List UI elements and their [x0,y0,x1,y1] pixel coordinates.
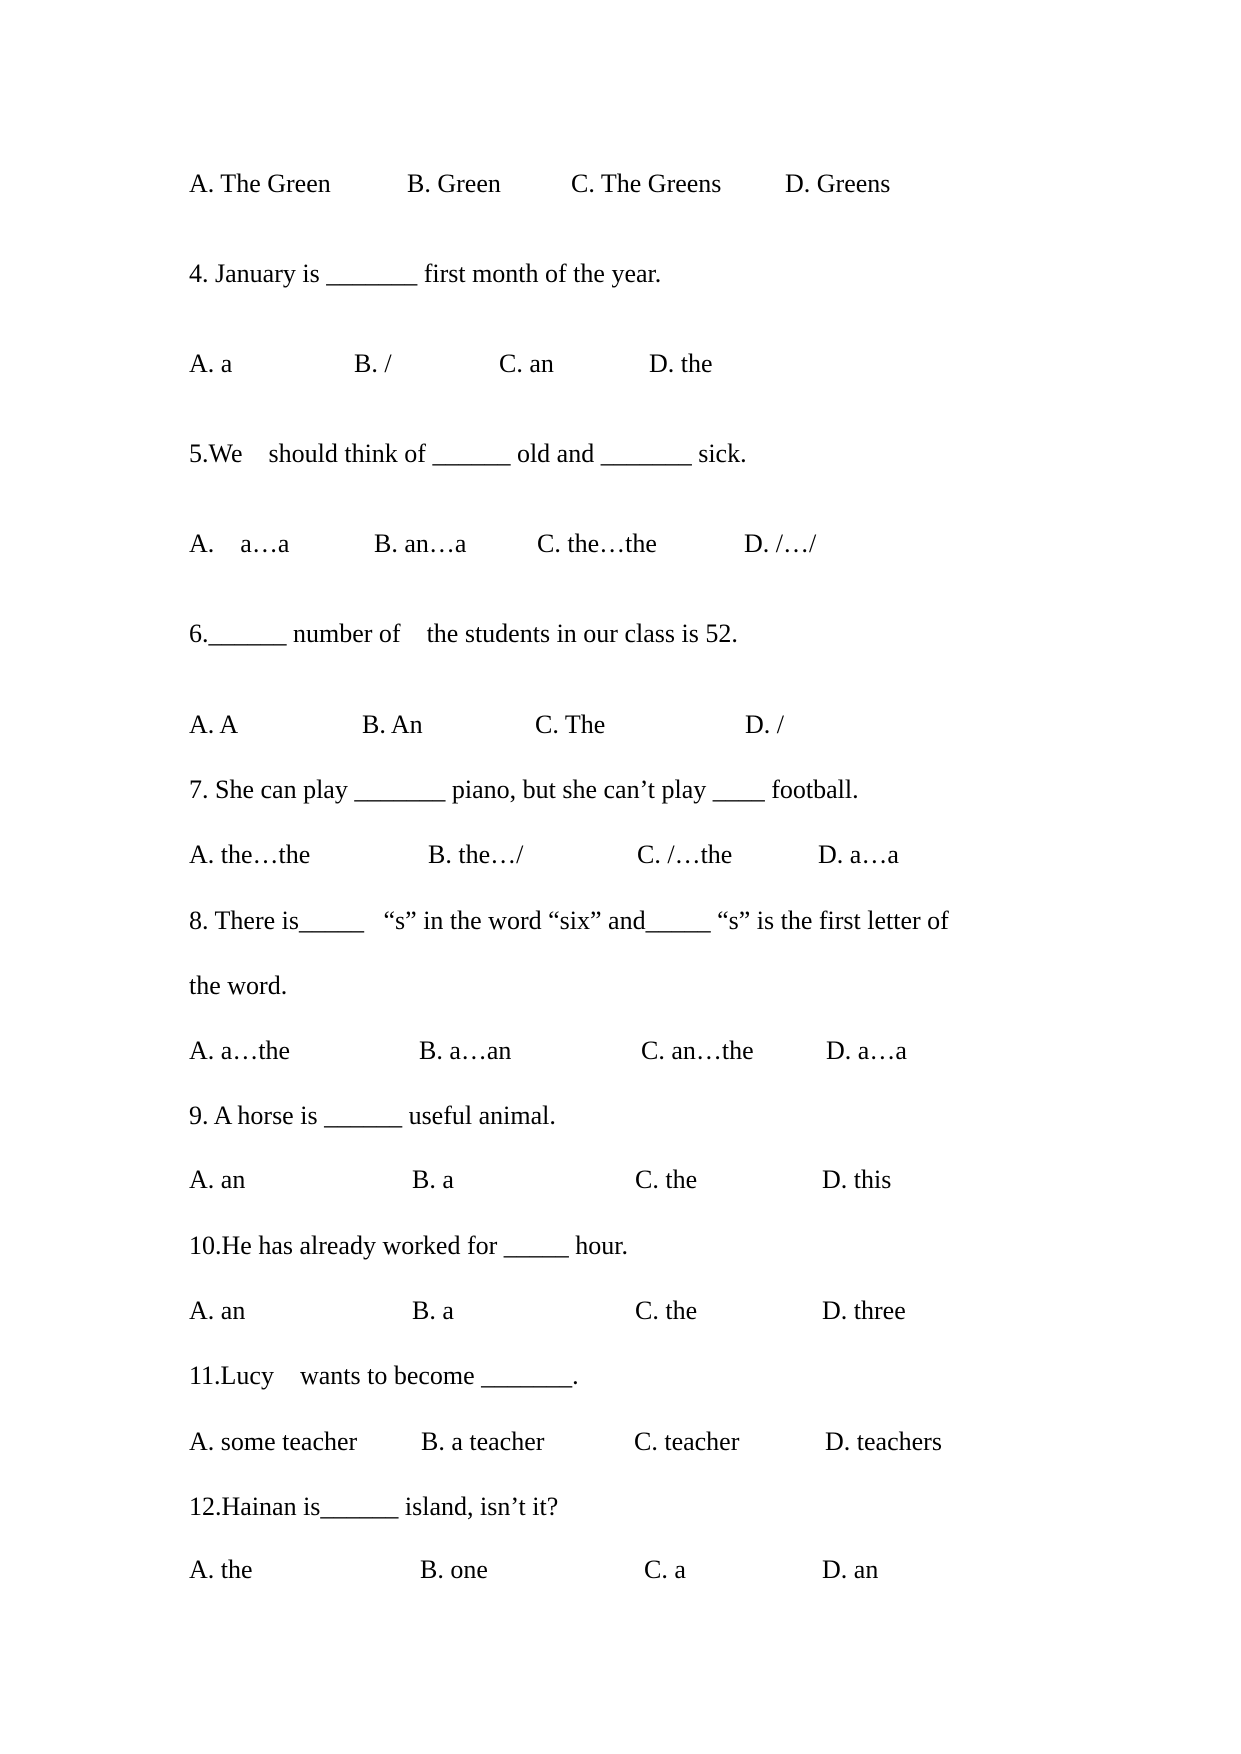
option-b: B. an…a [374,529,467,558]
option-a: A. The Green [189,169,331,198]
option-a: A. A [189,710,239,739]
option-c: C. /…the [637,840,733,869]
option-a: A. a [189,349,233,378]
question-4: 4. January is _______ first month of the year. [189,259,662,288]
question-12: 12.Hainan is______ island, isn’t it? [189,1492,559,1521]
option-c: C. an [499,349,554,378]
option-b: B. a teacher [421,1427,545,1456]
option-b: B. one [420,1555,488,1584]
question-5: 5.We should think of ______ old and _______ sick. [189,439,747,468]
option-c: C. the [635,1165,698,1194]
option-d: D. this [822,1165,892,1194]
options-row-q8 [189,1036,907,1065]
question-9: 9. A horse is ______ useful animal. [189,1101,556,1130]
option-c: C. The [535,710,606,739]
options-row-q7 [189,840,899,869]
options-row-q9 [189,1165,892,1194]
option-a: A. the…the [189,840,311,869]
option-b: B. the…/ [428,840,524,869]
option-c: C. teacher [634,1427,740,1456]
option-d: D. Greens [785,169,891,198]
option-a: A. a…a [189,529,290,558]
option-c: C. a [644,1555,686,1584]
option-a: A. a…the [189,1036,291,1065]
option-b: B. a [412,1296,454,1325]
option-d: D. three [822,1296,906,1325]
option-b: B. Green [407,169,501,198]
option-b: B. An [362,710,423,739]
option-c: C. the [635,1296,698,1325]
question-8-line-1: 8. There is_____ “s” in the word “six” and_____ “s” is the first letter of [189,906,949,935]
option-b: B. a…an [419,1036,512,1065]
option-d: D. / [745,710,784,739]
option-d: D. /…/ [744,529,817,558]
option-a: A. some teacher [189,1427,358,1456]
option-d: D. an [822,1555,879,1584]
option-d: D. a…a [818,840,899,869]
options-row-q11 [189,1427,942,1456]
option-d: D. the [649,349,713,378]
option-d: D. teachers [825,1427,942,1456]
option-c: C. an…the [641,1036,754,1065]
option-b: B. a [412,1165,454,1194]
question-6: 6.______ number of the students in our class is 52. [189,619,738,648]
options-row-q12 [189,1555,879,1584]
question-7: 7. She can play _______ piano, but she can’t play ____ football. [189,775,859,804]
options-row-q5 [189,529,817,558]
option-d: D. a…a [826,1036,907,1065]
option-c: C. the…the [537,529,657,558]
options-row-q10 [189,1296,906,1325]
options-row-q6 [189,710,784,739]
option-a: A. the [189,1555,253,1584]
option-a: A. an [189,1296,246,1325]
option-a: A. an [189,1165,246,1194]
option-c: C. The Greens [571,169,722,198]
option-b: B. / [354,349,392,378]
options-row-q3 [189,169,891,198]
question-8-line-2: the word. [189,971,288,1000]
options-row-q4 [189,349,713,378]
question-11: 11.Lucy wants to become _______. [189,1361,579,1390]
question-10: 10.He has already worked for _____ hour. [189,1231,628,1260]
